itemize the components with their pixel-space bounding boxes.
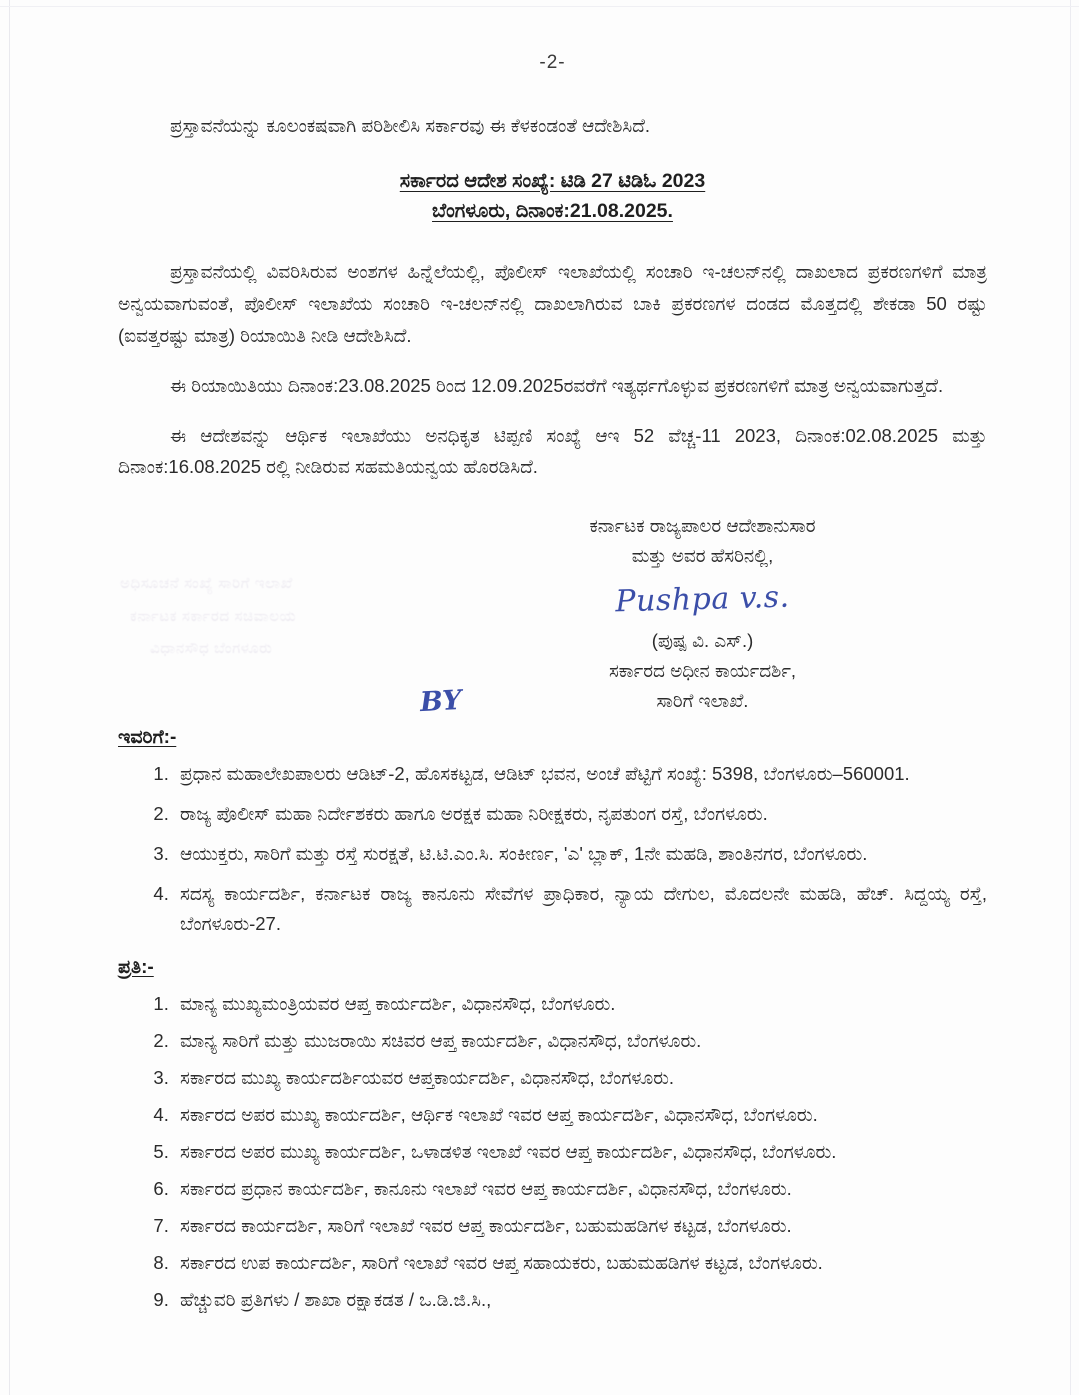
copy-section-list [118,989,987,1315]
handwritten-signature: Pushpa v.s. [614,579,791,620]
list-item: 1. ಮಾನ್ಯ ಮುಖ್ಯಮಂತ್ರಿಯವರ ಆಪ್ತ ಕಾರ್ಯದರ್ಶಿ, ವಿಧಾನಸೌಧ, ಬೆಂಗಳೂರು. [174,989,987,1019]
signature-block [118,511,987,718]
signatory-designation: ಸರ್ಕಾರದ ಅಧೀನ ಕಾರ್ಯದರ್ಶಿ, [608,659,797,681]
order-place-date-line: ಬೆಂಗಳೂರು, ದಿನಾಂಕ:21.08.2025. [432,200,673,223]
order-number-line: ಸರ್ಕಾರದ ಆದೇಶ ಸಂಖ್ಯೆ: ಟಿಡಿ 27 ಟಿಡಿಓ 2023 [399,169,706,192]
signatory-department-row [418,686,987,716]
list-item: 2. ಮಾನ್ಯ ಸಾರಿಗೆ ಮತ್ತು ಮುಜರಾಯಿ ಸಚಿವರ ಆಪ್ತ ಕಾರ್ಯದರ್ಶಿ, ವಿಧಾನಸೌಧ, ಬೆಂಗಳೂರು. [174,1026,987,1056]
bleed-through-artifact: ವಿಧಾನಸೌಧ ಬೆಂಗಳೂರು [150,640,273,657]
list-item: 4. ಸದಸ್ಯ ಕಾರ್ಯದರ್ಶಿ, ಕರ್ನಾಟಕ ರಾಜ್ಯ ಕಾನೂನು ಸೇವೆಗಳ ಪ್ರಾಧಿಕಾರ, ನ್ಯಾಯ ದೇಗುಲ, ಮೊದಲನೇ ಮಹಡಿ, ಹೆಚ್. ಸಿದ್ದಯ್ಯ ರಸ್ತೆ, ಬೆಂಗಳೂರು-27. [174,879,987,939]
signatory-name: (ಪುಷ್ಪ ವಿ. ಎಸ್.) [651,630,754,652]
list-item: 4. ಸರ್ಕಾರದ ಅಪರ ಮುಖ್ಯ ಕಾರ್ಯದರ್ಶಿ, ಆರ್ಥಿಕ ಇಲಾಖೆ ಇವರ ಆಪ್ತ ಕಾರ್ಯದರ್ಶಿ, ವಿಧಾನಸೌಧ, ಬೆಂಗಳೂರು. [174,1100,987,1130]
body-paragraph-2: ಈ ರಿಯಾಯಿತಿಯು ದಿನಾಂಕ:23.08.2025 ರಿಂದ 12.09.2025ರವರೆಗೆ ಇತ್ಯರ್ಥಗೊಳ್ಳುವ ಪ್ರಕರಣಗಳಿಗೆ ಮಾತ್ರ ಅನ್ವಯವಾಗುತ್ತದೆ. [170,374,944,396]
bleed-through-artifact: ಅಧಿಸೂಚನೆ ಸಂಖ್ಯೆ ಸಾರಿಗೆ ಇಲಾಖೆ [120,575,293,592]
list-item: 2. ರಾಜ್ಯ ಪೊಲೀಸ್ ಮಹಾ ನಿರ್ದೇಶಕರು ಹಾಗೂ ಅರಕ್ಷಕ ಮಹಾ ನಿರೀಕ್ಷಕರು, ನೃಪತುಂಗ ರಸ್ತೆ, ಬೆಂಗಳೂರು. [174,799,987,829]
copy-section-heading: ಪ್ರತಿ:- [118,956,154,978]
to-section-heading: ಇವರಿಗೆ:- [118,727,177,749]
page-number: -2- [539,52,566,73]
list-item: 1. ಪ್ರಧಾನ ಮಹಾಲೇಖಪಾಲರು ಆಡಿಟ್-2, ಹೊಸಕಟ್ಟಡ, ಆಡಿಟ್ ಭವನ, ಅಂಚೆ ಪೆಟ್ಟಿಗೆ ಸಂಖ್ಯೆ: 5398, ಬೆಂಗಳೂರು–560001. [174,759,987,789]
list-item: 3. ಆಯುಕ್ತರು, ಸಾರಿಗೆ ಮತ್ತು ರಸ್ತೆ ಸುರಕ್ಷತೆ, ಟಿ.ಟಿ.ಎಂ.ಸಿ. ಸಂಕೀರ್ಣ, 'ಎ' ಬ್ಲಾಕ್, 1ನೇ ಮಹಡಿ, ಶಾಂತಿನಗರ, ಬೆಂಗಳೂರು. [174,839,987,869]
body-paragraph-1: ಪ್ರಸ್ತಾವನೆಯಲ್ಲಿ ವಿವರಿಸಿರುವ ಅಂಶಗಳ ಹಿನ್ನೆಲೆಯಲ್ಲಿ, ಪೊಲೀಸ್ ಇಲಾಖೆಯಲ್ಲಿ ಸಂಚಾರಿ ಇ-ಚಲನ್‌ನಲ್ಲಿ ದಾಖಲಾದ ಪ್ರಕರಣಗಳಿಗೆ ಮಾತ್ರ ಅನ್ವಯವಾಗುವಂತೆ, ಪೊಲೀಸ್ ಇಲಾಖೆಯ ಸಂಚಾರಿ ಇ-ಚಲನ್‌ನಲ್ಲಿ ದಾಖಲಾಗಿರುವ ಬಾಕಿ ಪ್ರಕರಣಗಳ ದಂಡದ ಮೊತ್ತದಲ್ಲಿ ಶೇಕಡಾ 50 ರಷ್ಟು (ಐವತ್ತರಷ್ಟು ಮಾತ್ರ) ರಿಯಾಯಿತಿ ನೀಡಿ ಆದೇಶಿಸಿದೆ. [118,261,987,346]
to-section-list [118,759,987,939]
signature-authority-line: ಕರ್ನಾಟಕ ರಾಜ್ಯಪಾಲರ ಆದೇಶಾನುಸಾರ [589,515,816,537]
list-item: 5. ಸರ್ಕಾರದ ಅಪರ ಮುಖ್ಯ ಕಾರ್ಯದರ್ಶಿ, ಒಳಾಡಳಿತ ಇಲಾಖೆ ಇವರ ಆಪ್ತ ಕಾರ್ಯದರ್ಶಿ, ವಿಧಾನಸೌಧ, ಬೆಂಗಳೂರು. [174,1137,987,1167]
list-item: 6. ಸರ್ಕಾರದ ಪ್ರಧಾನ ಕಾರ್ಯದರ್ಶಿ, ಕಾನೂನು ಇಲಾಖೆ ಇವರ ಆಪ್ತ ಕಾರ್ಯದರ್ಶಿ, ವಿಧಾನಸೌಧ, ಬೆಂಗಳೂರು. [174,1174,987,1204]
bleed-through-artifact: ಕರ್ನಾಟಕ ಸರ್ಕಾರದ ಸಚಿವಾಲಯ [130,608,297,625]
order-heading-block [118,166,987,226]
intro-paragraph: ಪ್ರಸ್ತಾವನೆಯನ್ನು ಕೂಲಂಕಷವಾಗಿ ಪರಿಶೀಲಿಸಿ ಸರ್ಕಾರವು ಈ ಕೆಳಕಂಡಂತೆ ಆದೇಶಿಸಿದೆ. [170,115,651,136]
list-item: 3. ಸರ್ಕಾರದ ಮುಖ್ಯ ಕಾರ್ಯದರ್ಶಿಯವರ ಆಪ್ತಕಾರ್ಯದರ್ಶಿ, ವಿಧಾನಸೌಧ, ಬೆಂಗಳೂರು. [174,1063,987,1093]
signatory-department: ಸಾರಿಗೆ ಇಲಾಖೆ. [656,689,749,711]
list-item: 7. ಸರ್ಕಾರದ ಕಾರ್ಯದರ್ಶಿ, ಸಾರಿಗೆ ಇಲಾಖೆ ಇವರ ಆಪ್ತ ಕಾರ್ಯದರ್ಶಿ, ಬಹುಮಹಡಿಗಳ ಕಟ್ಟಡ, ಬೆಂಗಳೂರು. [174,1211,987,1241]
list-item: 8. ಸರ್ಕಾರದ ಉಪ ಕಾರ್ಯದರ್ಶಿ, ಸಾರಿಗೆ ಇಲಾಖೆ ಇವರ ಆಪ್ತ ಸಹಾಯಕರು, ಬಹುಮಹಡಿಗಳ ಕಟ್ಟಡ, ಬೆಂಗಳೂರು. [174,1248,987,1278]
body-paragraph-3: ಈ ಆದೇಶವನ್ನು ಆರ್ಥಿಕ ಇಲಾಖೆಯು ಅನಧಿಕೃತ ಟಿಪ್ಪಣಿ ಸಂಖ್ಯೆ ಆಇ 52 ವೆಚ್ಚ-11 2023, ದಿನಾಂಕ:02.08.2025 ಮತ್ತು ದಿನಾಂಕ:16.08.2025 ರಲ್ಲಿ ನೀಡಿರುವ ಸಹಮತಿಯನ್ವಯ ಹೊರಡಿಸಿದೆ. [118,424,987,478]
list-item: 9. ಹೆಚ್ಚುವರಿ ಪ್ರತಿಗಳು / ಶಾಖಾ ರಕ್ಷಾಕಡತ / ಒ.ಡಿ.ಜಿ.ಸಿ., [174,1285,987,1315]
signature-onbehalf-line: ಮತ್ತು ಅವರ ಹೆಸರಿನಲ್ಲಿ, [631,544,774,566]
handwritten-initials: BY [419,684,463,718]
